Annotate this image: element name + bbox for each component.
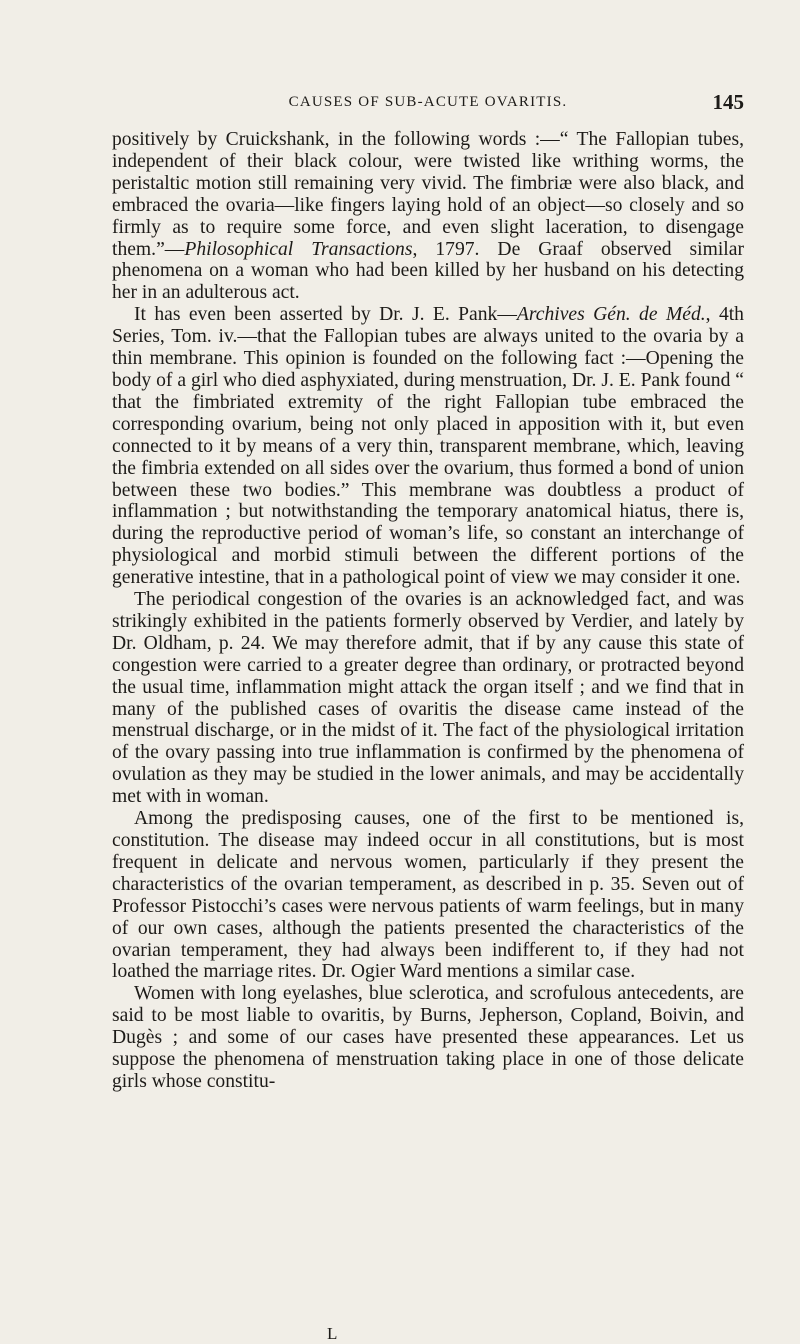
page-header xyxy=(112,92,744,118)
paragraph xyxy=(112,983,744,1093)
text-run: Among the predisposing causes, one of the first to be mentioned is, constitution. The disease may indeed occur in all constitutions, but is most frequent in delicate and nervous women, particularly if they present the characteristics of the ovarian temperament, as described in p. 35. Seven out of Professor Pistocchi’s cases were nervous patients of warm feelings, but in many of our own cases, although the patients presented the characteristics of the ovarian temperament, they had always been indifferent to, if they had not loathed the marriage rites. Dr. Ogier Ward mentions a similar case. xyxy=(112,808,744,983)
text-run: , 1797. De Graaf observed similar phenomena on a woman who had been killed by her husband on his detecting her in an adulterous act. xyxy=(112,238,744,304)
text-run: positively by Cruickshank, in the following words :—“ The Fallopian tubes, independent of their black colour, were twisted like writhing worms, the peristaltic motion still remaining very vivid. The fimbriæ were also black, and embraced the ovaria—like fingers laying hold of an object—so closely and so firmly as to require some force, and even slight laceration, to disengage them.”— xyxy=(112,129,744,260)
paragraph xyxy=(112,129,744,304)
text-run: It has even been asserted by Dr. J. E. Pank— xyxy=(134,304,517,326)
paragraph xyxy=(112,808,744,983)
italic-citation: Philosophical Transactions xyxy=(184,238,413,260)
paragraph xyxy=(112,589,744,808)
page-number: 145 xyxy=(712,90,744,114)
paragraph xyxy=(112,304,744,589)
body-text xyxy=(112,129,744,1093)
signature-mark: L xyxy=(327,1324,338,1343)
text-run: , 4th Series, Tom. iv.—that the Fallopian tubes are always united to the ovaria by a thin membrane. This opinion is founded on the following fact :—Opening the body of a girl who died asphyxiated, during menstruation, Dr. J. E. Pank found “ that the fimbriated extremity of the right Fallopian tube embraced the corresponding ovarium, being not only placed in apposition with it, but even connected to it by means of a very thin, transparent membrane, which, leaving the fimbria extended on all sides over the ovarium, thus formed a bond of union between these two bodies.” This membrane was doubtless a product of inflammation ; but notwithstanding the temporary anatomical hiatus, there is, during the reproductive period of woman’s life, so constant an interchange of physiological and morbid stimuli between the different portions of the generative intestine, that in a pathological point of view we may consider it one. xyxy=(112,304,744,589)
italic-citation: Archives Gén. de Méd. xyxy=(516,304,706,326)
text-run: The periodical congestion of the ovaries is an acknowledged fact, and was strikingly exhibited in the patients formerly observed by Verdier, and lately by Dr. Oldham, p. 24. We may therefore admit, that if by any cause this state of congestion were carried to a greater degree than ordinary, or protracted beyond the usual time, inflammation might attack the organ itself ; and we find that in many of the published cases of ovaritis the disease came instead of the menstrual discharge, or in the midst of it. The fact of the physiological irritation of the ovary passing into true inflammation is confirmed by the phenomena of ovulation as they may be studied in the lower animals, and may be accidentally met with in woman. xyxy=(112,589,744,808)
text-run: Women with long eyelashes, blue sclerotica, and scrofulous antecedents, are said to be most liable to ovaritis, by Burns, Jepherson, Copland, Boivin, and Dugès ; and some of our cases have presented these appearances. Let us suppose the phenomena of menstruation taking place in one of those delicate girls whose constitu- xyxy=(112,983,744,1092)
running-title: CAUSES OF SUB-ACUTE OVARITIS. xyxy=(288,94,568,110)
